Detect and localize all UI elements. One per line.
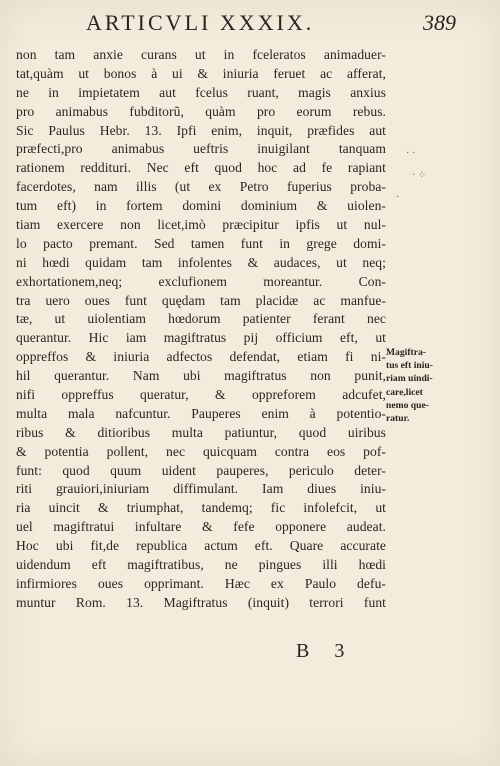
text-line: nifi oppreffus queratur, & oppreforem adcufet, xyxy=(16,387,386,403)
margin-note-line: riam uindi- xyxy=(386,373,433,385)
page-header xyxy=(86,10,456,38)
text-line: rationem reddituri. Nec eft quod hoc ad fe rapiant xyxy=(16,160,386,176)
text-line: muntur Rom. 13. Magiftratus (inquit) terrori funt xyxy=(16,594,386,610)
text-line: præfecti,pro animabus ueftris inuigilant tanquam xyxy=(16,141,386,157)
margin-note-line: Magiftra- xyxy=(386,347,426,358)
page-number: 389 xyxy=(423,10,456,35)
text-line: facerdotes, nam illis (ut ex Petro fuperius proba- xyxy=(16,179,386,195)
text-line: uidendum eft magiftratibus, ne pingues illi hœdi xyxy=(16,557,386,573)
text-line: ria uincit & triumphat, tandemq; fic infolefcit, ut xyxy=(16,500,386,516)
text-line: exhortationem,neq; exclufionem moreantur. Con- xyxy=(16,273,386,289)
margin-mark: · xyxy=(396,192,400,203)
margin-note xyxy=(386,346,458,425)
text-line: uel magiftratui infultare & fefe opponere audeat. xyxy=(16,519,386,535)
text-line: hil querantur. Nam ubi magiftratus non punit, xyxy=(16,368,386,384)
text-line: ribus & ditioribus multa patiuntur, quod uiribus xyxy=(16,424,386,440)
text-line: oppreffos & iniuria adfectos defendat, etiam fi ni- xyxy=(16,349,386,365)
margin-note-line: tus eft iniu- xyxy=(386,360,433,372)
text-line: tiam exercere non licet,imò præcipitur ipfis ut nul- xyxy=(16,217,386,233)
margin-note-line: nemo que- xyxy=(386,399,429,411)
text-line: lo pacto premant. Sed tamen funt in grege domi- xyxy=(16,235,386,251)
margin-mark: · · xyxy=(406,148,416,159)
text-line: ni hœdi quidam tam infolentes & audaces, ut neq; xyxy=(16,254,386,270)
running-head: ARTICVLI XXXIX. xyxy=(86,10,315,35)
text-line: infirmiores oues opprimant. Hæc ex Paulo defu- xyxy=(16,575,386,591)
text-line: & potentia pollent, nec quicquam contra eos pof- xyxy=(16,443,386,459)
signature-mark: B 3 xyxy=(296,640,355,662)
text-line: tæ, ut uiolentiam hœdorum patienter ferant nec xyxy=(16,311,386,327)
text-line: tra uero oues funt quędam tam placidæ ac manfue- xyxy=(16,292,386,308)
text-line: multa mala nafcuntur. Pauperes enim à potentio- xyxy=(16,405,386,421)
text-line: tum eft) in fortem domini dominium & uiolen- xyxy=(16,198,386,214)
text-line: Hoc ubi fit,de republica actum eft. Quare accurate xyxy=(16,538,386,554)
text-line: funt: quod quum uident pauperes, periculo deter- xyxy=(16,462,386,478)
margin-note-line: care,licet xyxy=(386,386,423,398)
margin-mark: · ⁘ xyxy=(412,170,427,181)
text-line: Sic Paulus Hebr. 13. Ipfi enim, inquit, præfides aut xyxy=(16,122,386,138)
text-line: riti grauiori,iniuriam diffimulant. Iam diues iniu- xyxy=(16,481,386,497)
text-line: tat,quàm ut bonos à ui & iniuria feruet ac afferat, xyxy=(16,65,386,81)
text-line: ne in impietatem aut fcelus ruant, magis anxius xyxy=(16,84,386,100)
body-text xyxy=(16,46,386,613)
text-line: querantur. Hic iam magiftratus pij officium eft, ut xyxy=(16,330,386,346)
text-line: pro animabus fubditorũ, quàm pro eorum rebus. xyxy=(16,103,386,119)
text-line: non tam anxie curans ut in fceleratos animaduer- xyxy=(16,47,386,62)
margin-note-line: ratur. xyxy=(386,413,410,425)
